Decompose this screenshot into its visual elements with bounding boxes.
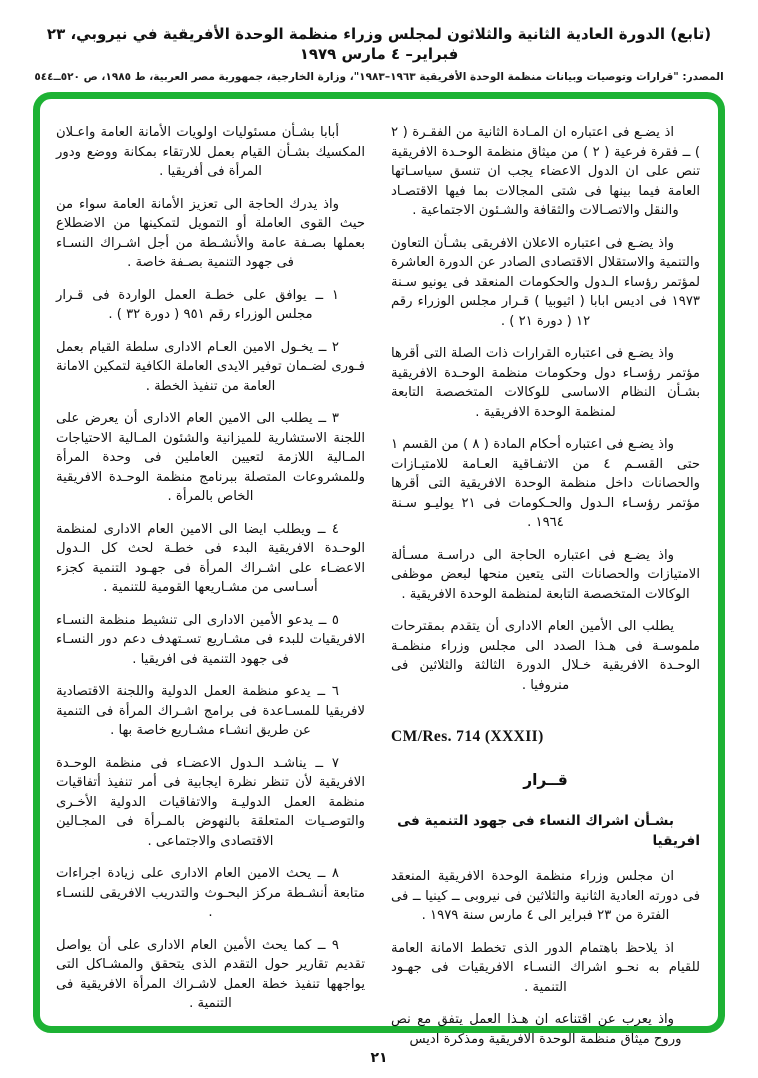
item-7: ٧ ــ يناشـد الـدول الاعضـاء فى منظمة الوحـدة الافريقية لأن تنظر نظرة ايجابية فى أمر تنفيذ أتفاقيات منظمة العمل الدوليـة والاتفاقيات الدولية الأخـرى والتوصـيات المتعلقة بالنهوض بالمـرأة فى المجـالين الاقتصادى والاجتماعى . [56,755,365,849]
column-right [391,123,700,1047]
clause-council-session: ان مجلس وزراء منظمة الوحدة الافريقية المنعقد فى دورته العادية الثانية والثلاثين فى نيروبى ــ كينيا ــ فى الفترة من ٢٣ فبراير الى ٤ مارس سنة ١٩٧٩ . [391,869,700,923]
clause-related-resolutions: واذ يضـع فى اعتباره القرارات ذات الصلة التى أقرها مؤتمر رؤسـاء دول وحكومات منظمة الوحـدة الافريقية بشـأن النظام الاساسى للوكالات المتخصصة التابعة لمنظمة الوحدة الافريقية . [391,346,700,420]
item-4: ٤ ــ ويطلب ايضا الى الامين العام الادارى لمنظمة الوحـدة الافريقية البدء فى خطـة لحث كل الـدول الاعضـاء على اشـراك المرأة فى جهـود التنمية كجزء أسـاسى من مشـاريعها القومية للتنمية . [56,521,365,595]
session-title: (تابع) الدورة العادية الثانية والثلاثون لمجلس وزراء منظمة الوحدة الأفريقية في نيروبي، ٢٣ فبراير– ٤ مارس ١٩٧٩ [46,25,712,63]
item-6: ٦ ــ يدعو منظمة العمل الدولية واللجنة الاقتصادية لافريقيا للمسـاعدة فى برامج اشـراك المرأة فى التنمية عن طريق انشـاء مشـاريع خاصة بها . [56,684,365,738]
clause-charter-article: اذ يضـع فى اعتباره ان المـادة الثانية من الفقـرة ( ٢ ) ــ فقرة فرعية ( ٢ ) من ميثاق منظمة الوحـدة الافريقية تنص على ان الدول الاعضاء يجب ان تنسق سياسـاتها العامة فيما بينها فى شتى المجالات بما فيها الاقتصـاد والنقل والاتصـالات والثقافة والشـئون الاجتماعية . [391,125,700,218]
source-citation: المصدر: "قرارات وتوصيات وبيانات منظمة الوحدة الأفريقية ١٩٦٣–١٩٨٣"، وزارة الخارجية، جمهورية مصر العربية، ط ١٩٨٥، ص ٥٢٠ــ٥٤٤ [34,71,724,83]
document-body-frame [33,92,725,1047]
item-5: ٥ ــ يدعو الأمين الادارى الى تنشيط منظمة النسـاء الافريقيات للبدء فى مشـاريع تسـتهدف دعم دور النسـاء فى جهود التنمية فى افريقيا . [56,612,365,667]
item-3: ٣ ــ يطلب الى الامين العام الادارى أن يعرض على اللجنة الاستشارية للميزانية والشئون المـالية الاحتياجات المـالية اللازمة لتعيين العاملين فى وحدة المرأة وللمشروعات المتصلة ببرنامج منظمة الوحـدة الافريقية الخاص بالمرأة . [56,411,365,504]
clause-notes-role: اذ يلاحظ باهتمام الدور الذى تخطط الامانة العامة للقيام به نحـو اشراك النسـاء الافريقيات فى جهـود التنمية . [391,940,700,995]
clause-african-declaration: واذ يضـع فى اعتباره الاعلان الافريقى بشـأن التعاون والتنمية والاستقلال الاقتصادى الصادر عن الدورة العاشرة لمؤتمر رؤساء الـدول والحكومات المنعقد فى يونيو سـنة ١٩٧٣ فى اديس ابابا ( اثيوبيا ) قـرار مجلس الوزراء رقم ١٢ ( دورة ٢١ ) . [391,235,700,329]
clause-study-need: واذ يضـع فى اعتباره الحاجة الى دراسـة مسـألة الامتيازات والحصانات التى يتعين منحها لبعض موظفى الوكالات المتخصصة التابعة لمنظمة الوحدة الافريقية . [391,547,700,602]
clause-strengthen-secretariat: واذ يدرك الحاجة الى تعزيز الأمانة العامة سواء من حيث القوى العاملة أو التمويل لتمكينها من الاضطلاع بعملها بصـفة عامة والأنشـطة من أجل اشـراك النسـاء فى جهود التنمية بصـفة خاصة . [56,196,365,270]
item-8: ٨ ــ يحث الامين العام الادارى على زيادة اجراءات متابعة أنشـطة مركز البحـوث والتدريب الافريقى للنسـاء . [56,866,365,920]
item-2: ٢ ــ يخـول الامين العـام الادارى سلطة القيام بعمل فـورى لضـمان توفير الايدى العاملة الكافية لتمكين الامانة العامة من تنفيذ الخطة . [56,339,365,394]
clause-request-proposals: يطلب الى الأمين العام الادارى أن يتقدم بمقترحات ملموسـة فى هـذا الصدد الى مجلس وزراء منظمـة الوحـدة الافريقية خـلال الدورة الثالثة والثلاثين فى منروفيا . [391,619,700,693]
clause-addis-mexico: أبابا بشـأن مسئوليات اولويات الأمانة العامة واعـلان المكسيك بشـأن القيام بعمل للارتقاء بمكانة ووضع ودور المرأة فى أفريقيا . [56,125,365,179]
two-column-layout [56,123,700,1047]
resolution-code: CM/Res. 714 (XXXII) [391,728,544,745]
document-header [0,0,758,83]
resolution-subtitle: بشـأن اشراك النساء فى جهود التنمية فى افريقيا [397,813,700,849]
item-1: ١ ــ يوافق على خطـة العمل الواردة فى قـرار مجلس الوزراء رقم ٩٥١ ( دورة ٣٢ ) . [56,287,339,322]
clause-article-8: واذ يضـع فى اعتباره أحكام المادة ( ٨ ) من القسم ١ حتى القسـم ٤ من الاتفـاقية العـامة للامتيـازات والحصانات داخل منظمة الوحدة الافريقية التى أقرها مؤتمر رؤسـاء الـدول والحـكومات فى ٢١ يوليـو سـنة ١٩٦٤ . [391,437,700,530]
item-9: ٩ ــ كما يحث الأمين العام الادارى على أن يواصل تقديم تقارير حول التقدم الذى يتحقق والمشـاكل التى يواجهها تنفيذ خطة العمل لاشـراك المرأة الافريقية فى التنمية . [56,937,365,1011]
page-number: ٢١ [370,1050,388,1066]
clause-conviction: واذ يعرب عن اقتناعه ان هـذا العمل يتفق مع نص وروح ميثاق منظمة الوحدة الافريقية ومذكرة اديس [391,1012,682,1047]
resolution-heading: قــرار [523,770,568,789]
column-left [56,123,365,1011]
